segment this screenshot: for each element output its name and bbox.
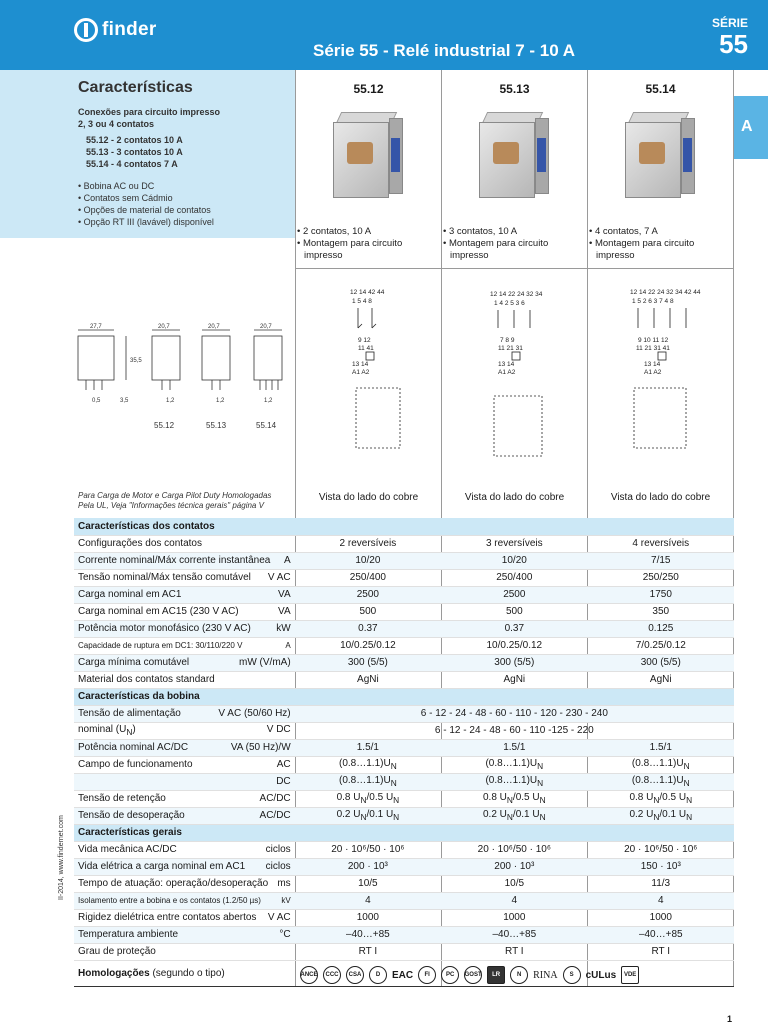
dim-label: 20,7 (260, 324, 272, 330)
table-row: Vida mecânica AC/DC ciclos 20 · 10⁶/50 · 10⁶ 20 · 10⁶/50 · 10⁶ 20 · 10⁶/50 · 10⁶ (74, 841, 734, 858)
section-tab: A (733, 96, 768, 159)
svg-text:13 14: 13 14 (498, 361, 515, 368)
dim-model-label: 55.14 (256, 421, 277, 430)
product-code: 55.13 (499, 82, 530, 96)
svg-text:12 14 22 24 32 34 42 44: 12 14 22 24 32 34 42 44 (630, 289, 701, 296)
table-row: DC $(0.8\dots 1.1)U_N$ $(0.8\dots 1.1)U_N$ $(0.8\dots 1.1)U_N$ (74, 773, 734, 790)
copyright-sidebar: II-2014, www.findernet.com (58, 815, 65, 900)
relay-image (473, 104, 555, 222)
table-row: Vida elétrica a carga nominal em AC1 ciclos 200 · 10³ 200 · 10³ 150 · 10³ (74, 858, 734, 875)
dim-label: 1,2 (264, 398, 273, 404)
svg-text:12 14 22 24 32 34: 12 14 22 24 32 34 (490, 291, 543, 298)
dim-label: 1,2 (216, 398, 225, 404)
ance-icon: ANCE (300, 966, 318, 984)
page-number: 1 (726, 1014, 732, 1024)
finder-logo: finder (74, 18, 157, 42)
table-row: Carga mínima comutável mW (V/mA) 300 (5/5) 300 (5/5) 300 (5/5) (74, 654, 734, 671)
intro-subheading: Conexões para circuito impresso 2, 3 ou 4 contatos (78, 107, 221, 129)
svg-text:A1 A2: A1 A2 (352, 369, 370, 376)
dim-model-label: 55.13 (206, 421, 227, 430)
approval-icons (300, 964, 732, 986)
table-row: Tensão de retenção AC/DC 0.8 $U_N/0.5$ $U_N$ 0.8 $U_N/0.5$ $U_N$ 0.8 $U_N/0.5$ $U_N$ (74, 790, 734, 807)
table-row: nominal $(U_N)$ V DC 6 - 12 - 24 - 48 - 60 - 110 -125 - 220 (74, 722, 734, 739)
svg-text:13 14: 13 14 (644, 361, 661, 368)
relay-image (327, 104, 409, 222)
table-row: Capacidade de ruptura em DC1: 30/110/220 V A 10/0.25/0.12 10/0.25/0.12 7/0.25/0.12 (74, 637, 734, 654)
vde-icon: VDE (621, 966, 639, 984)
pc-icon: PC (441, 966, 459, 984)
table-row: Potência nominal AC/DC VA (50 Hz)/W 1.5/1 1.5/1 1.5/1 (74, 739, 734, 756)
table-row: Potência motor monofásico (230 V AC) kW 0.37 0.37 0.125 (74, 620, 734, 637)
dimension-drawing (74, 322, 294, 434)
serie-number: 55 (719, 29, 748, 59)
contact-list: 55.12 - 2 contatos 10 A 55.13 - 3 contatos 10 A 55.14 - 4 contatos 7 A (86, 135, 183, 169)
table-row: Material dos contatos standard AgNi AgNi AgNi (74, 671, 734, 688)
svg-text:A1 A2: A1 A2 (498, 369, 516, 376)
spec-table (74, 518, 734, 961)
fi-icon: FI (418, 966, 436, 984)
intro-heading: Características (78, 79, 193, 96)
serie-label: SÉRIE (711, 16, 748, 30)
view-caption: Vista do lado do cobre (318, 492, 419, 503)
wiring-diagram-55-14 (588, 284, 733, 484)
svg-text:7 8 9: 7 8 9 (500, 337, 515, 344)
product-code: 55.14 (645, 82, 676, 96)
table-row: Temperatura ambiente °C –40…+85 –40…+85 –40…+85 (74, 926, 734, 943)
finder-logo-icon (74, 18, 98, 42)
svg-text:13 14: 13 14 (352, 361, 369, 368)
rina-icon: RINA (533, 969, 558, 981)
view-caption: Vista do lado do cobre (464, 492, 565, 503)
ul-note: Para Carga de Motor e Carga Pilot Duty Homologadas Pela UL, Veja "Informações técnica gerais" página V (78, 491, 272, 510)
s-icon: S (563, 966, 581, 984)
dim-label: 27,7 (90, 324, 102, 330)
section-row: Características da bobina (74, 688, 734, 705)
svg-text:11 21 31 41: 11 21 31 41 (636, 345, 670, 352)
svg-text:11 21 31: 11 21 31 (498, 345, 523, 352)
table-row: Campo de funcionamento AC $(0.8\dots 1.1)U_N$ $(0.8\dots 1.1)U_N$ $(0.8\dots 1.1)U_N$ (74, 756, 734, 773)
dim-model-label: 55.12 (154, 421, 175, 430)
svg-text:11 41: 11 41 (358, 345, 374, 352)
table-row: Rigidez dielétrica entre contatos abertos V AC 1000 1000 1000 (74, 909, 734, 926)
lr-icon: LR (487, 966, 505, 984)
svg-text:1 5 4 8: 1 5 4 8 (352, 298, 372, 305)
dim-label: 1,2 (166, 398, 175, 404)
approvals-label: Homologações (segundo o tipo) (78, 968, 225, 979)
feature-list: • Bobina AC ou DC • Contatos sem Cádmio • Opções de material de contatos • Opção RT III (lavável) disponível (78, 181, 214, 227)
svg-text:12 14 42 44: 12 14 42 44 (350, 289, 385, 296)
n-icon: N (510, 966, 528, 984)
dim-label: 3,5 (120, 398, 129, 404)
wiring-diagram-55-12 (296, 284, 441, 484)
row-divider (295, 268, 733, 269)
dim-label: 20,7 (158, 324, 170, 330)
svg-text:1 5 2 6 3 7 4 8: 1 5 2 6 3 7 4 8 (632, 298, 674, 305)
culus-icon: cULus (585, 969, 617, 981)
csa-icon: CSA (346, 966, 364, 984)
dim-label: 0,5 (92, 398, 101, 404)
product-note: • 4 contatos, 7 A • Montagem para circuito impresso (589, 226, 695, 261)
gost-icon: GOST (464, 966, 482, 984)
wiring-diagram-55-13 (442, 284, 587, 484)
table-row: Tensão nominal/Máx tensão comutável V AC 250/400 250/400 250/250 (74, 569, 734, 586)
relay-image (619, 104, 701, 222)
table-row: Corrente nominal/Máx corrente instantânea A 10/20 10/20 7/15 (74, 552, 734, 569)
section-row: Características dos contatos (74, 518, 734, 535)
product-note: • 2 contatos, 10 A • Montagem para circuito impresso (297, 226, 403, 261)
page-title: Série 55 - Relé industrial 7 - 10 A (313, 41, 576, 60)
table-row: Grau de proteção RT I RT I RT I (74, 943, 734, 960)
table-row: Isolamento entre a bobina e os contatos (1.2/50 µs) kV 4 4 4 (74, 892, 734, 909)
ccc-icon: CCC (323, 966, 341, 984)
d-icon: D (369, 966, 387, 984)
table-row: Tensão de desoperação AC/DC 0.2 $U_N/0.1$ $U_N$ 0.2 $U_N/0.1$ $U_N$ 0.2 $U_N/0.1$ $U_N$ (74, 807, 734, 824)
svg-text:A1 A2: A1 A2 (644, 369, 662, 376)
eac-icon: EAC (392, 969, 414, 981)
table-row: Carga nominal em AC1 VA 2500 2500 1750 (74, 586, 734, 603)
svg-text:9 10 11 12: 9 10 11 12 (638, 337, 669, 344)
section-row: Características gerais (74, 824, 734, 841)
dim-label: 20,7 (208, 324, 220, 330)
table-row: Tempo de atuação: operação/desoperação ms 10/5 10/5 11/3 (74, 875, 734, 892)
table-row: Tensão de alimentação V AC (50/60 Hz) 6 - 12 - 24 - 48 - 60 - 110 - 120 - 230 - 240 (74, 705, 734, 722)
svg-text:1 4 2 5 3 6: 1 4 2 5 3 6 (494, 300, 525, 307)
view-caption: Vista do lado do cobre (610, 492, 711, 503)
bottom-rule (74, 986, 734, 987)
product-code: 55.12 (353, 82, 384, 96)
product-note: • 3 contatos, 10 A • Montagem para circuito impresso (443, 226, 549, 261)
dim-label: 35,5 (130, 358, 142, 364)
svg-text:9 12: 9 12 (358, 337, 371, 344)
table-row: Configurações dos contatos 2 reversíveis 3 reversíveis 4 reversíveis (74, 535, 734, 552)
table-row: Carga nominal em AC15 (230 V AC) VA 500 500 350 (74, 603, 734, 620)
